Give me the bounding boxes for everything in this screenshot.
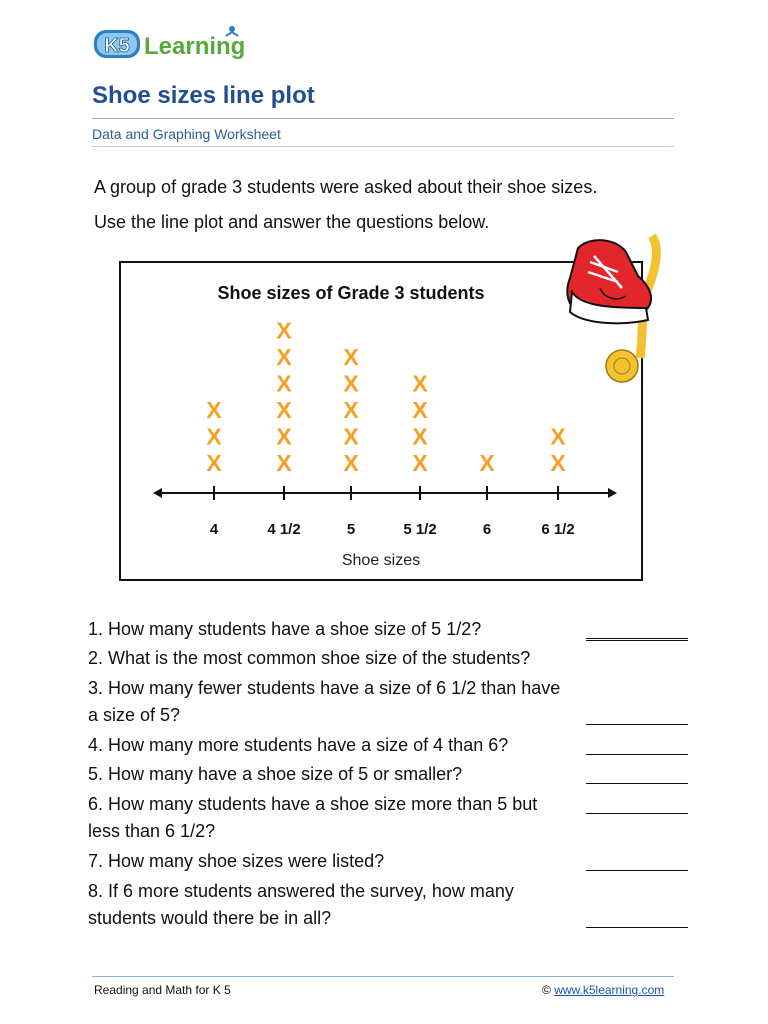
- plot-x-mark: X: [550, 423, 566, 450]
- question-item: [88, 645, 688, 672]
- answer-blank[interactable]: [586, 723, 688, 725]
- question-item: [88, 761, 688, 788]
- k5-learning-logo: [92, 20, 262, 64]
- question-item: [88, 791, 688, 845]
- answer-blank[interactable]: [586, 812, 688, 814]
- tick-label: 4 1/2: [267, 521, 301, 538]
- tape-measure-roll-icon: [606, 350, 638, 382]
- header-divider: [92, 118, 674, 119]
- question-item: [88, 878, 688, 932]
- answer-blank[interactable]: [586, 782, 688, 784]
- intro-line-1: A group of grade 3 students were asked about their shoe sizes.: [94, 177, 598, 197]
- plot-x-mark: X: [276, 450, 292, 476]
- footer-copyright: [542, 983, 664, 997]
- question-item: [88, 675, 688, 729]
- plot-x-mark: X: [412, 450, 428, 476]
- plot-x-mark: X: [206, 450, 222, 476]
- tick-label: 4: [209, 521, 219, 538]
- question-text: 7. How many shoe sizes were listed?: [88, 851, 385, 871]
- website-link[interactable]: www.k5learning.com: [554, 983, 665, 997]
- plot-x-mark: X: [276, 317, 292, 344]
- question-item: [88, 732, 688, 759]
- plot-x-mark: X: [412, 370, 428, 397]
- axis-arrow-left-icon: [153, 488, 162, 498]
- plot-x-mark: X: [412, 423, 428, 450]
- answer-blank[interactable]: [586, 753, 688, 755]
- question-item: [88, 848, 688, 875]
- question-text: 4. How many more students have a size of 4 than 6?: [88, 735, 509, 755]
- answer-blank[interactable]: [586, 926, 688, 928]
- logo-letters: K5: [104, 35, 130, 57]
- plot-x-mark: X: [276, 370, 292, 397]
- plot-x-mark: X: [343, 450, 359, 476]
- tick-label: 6: [482, 521, 492, 538]
- footer-tagline: Reading and Math for K 5: [94, 983, 231, 997]
- logo-word: Learning: [144, 33, 246, 60]
- plot-x-mark: X: [343, 370, 359, 397]
- sneakers-illustration: [560, 228, 670, 388]
- plot-x-mark: X: [343, 423, 359, 450]
- tick-label: 5 1/2: [403, 521, 437, 538]
- footer-divider: [92, 976, 674, 977]
- question-text: 1. How many students have a shoe size of 5 1/2?: [88, 619, 482, 639]
- question-text: 6. How many students have a shoe size more than 5 but less than 6 1/2?: [88, 794, 538, 841]
- plot-marks: [206, 318, 566, 477]
- tick-label: 6 1/2: [541, 521, 575, 538]
- subtitle-divider: [92, 146, 674, 147]
- plot-x-mark: X: [276, 344, 292, 370]
- plot-x-mark: X: [343, 397, 359, 423]
- tick-labels: [210, 521, 575, 538]
- plot-x-mark: X: [412, 397, 428, 423]
- question-text: 5. How many have a shoe size of 5 or smaller?: [88, 764, 463, 784]
- answer-blank[interactable]: [586, 869, 688, 871]
- page-subtitle: Data and Graphing Worksheet: [92, 126, 281, 142]
- plot-x-mark: X: [479, 450, 495, 476]
- axis-arrow-right-icon: [608, 488, 617, 498]
- page-title: Shoe sizes line plot: [92, 82, 315, 109]
- question-list: [88, 616, 688, 932]
- plot-x-mark: X: [206, 397, 222, 423]
- plot-x-mark: X: [276, 397, 292, 423]
- question-text: 8. If 6 more students answered the survey, how many students would there be in all?: [88, 881, 514, 928]
- plot-x-mark: X: [206, 423, 222, 450]
- chart-title: Shoe sizes of Grade 3 students: [217, 283, 485, 303]
- x-axis-label: Shoe sizes: [341, 552, 421, 569]
- intro-line-2: Use the line plot and answer the questions below.: [94, 212, 490, 232]
- plot-x-mark: X: [276, 423, 292, 450]
- number-line: [153, 486, 617, 500]
- question-text: 3. How many fewer students have a size of 6 1/2 than have a size of 5?: [88, 678, 561, 725]
- answer-blank[interactable]: [586, 639, 688, 641]
- question-text: 2. What is the most common shoe size of the students?: [88, 648, 531, 668]
- plot-x-mark: X: [550, 450, 566, 476]
- tick-label: 5: [346, 521, 356, 538]
- copyright-symbol: ©: [542, 983, 551, 997]
- plot-x-mark: X: [343, 344, 359, 370]
